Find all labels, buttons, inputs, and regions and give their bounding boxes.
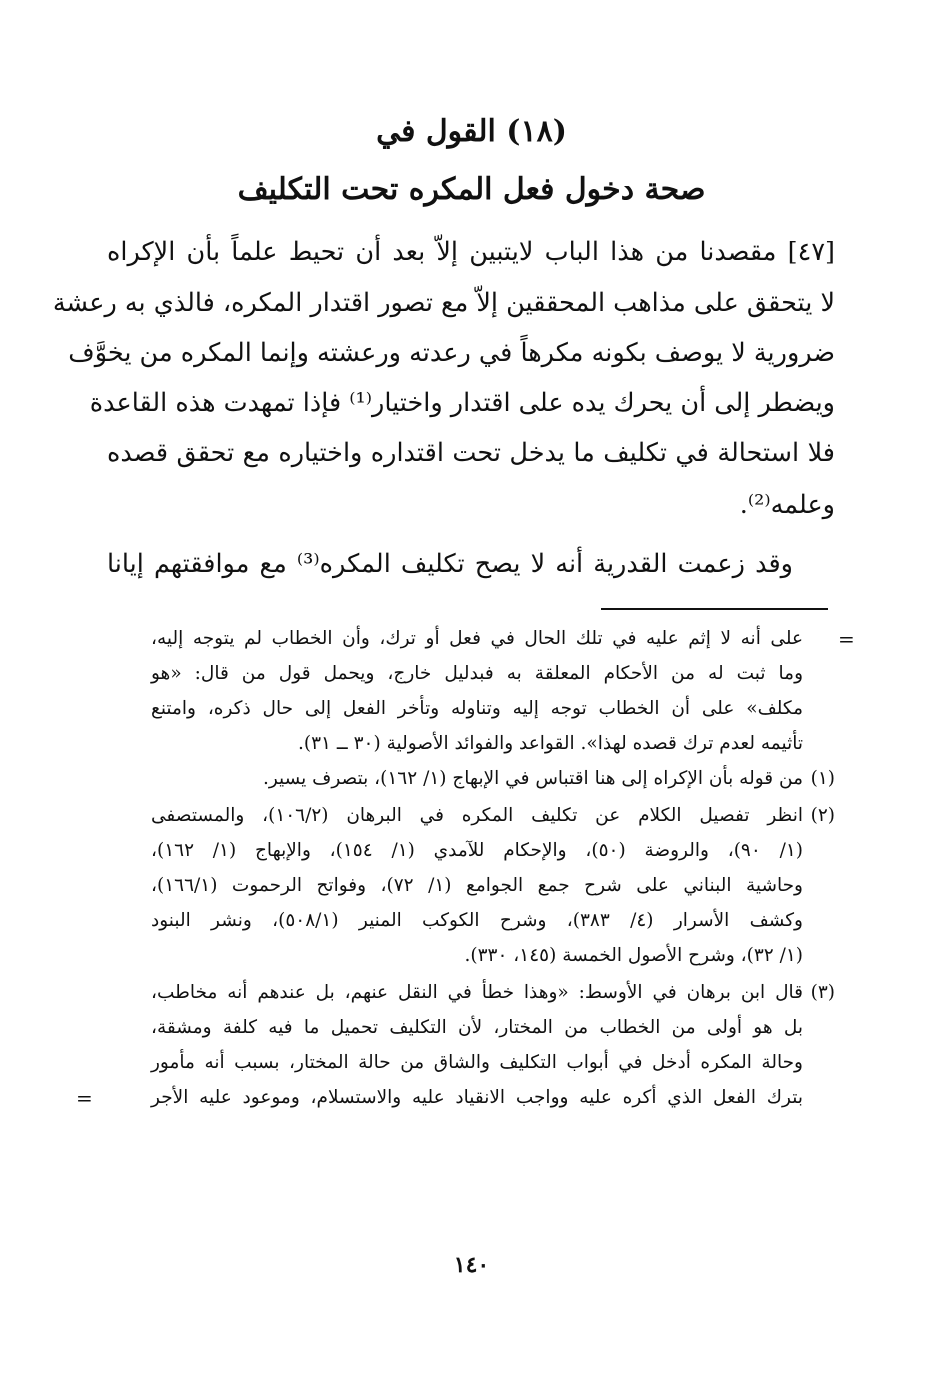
main-text-line: [٤٧] مقصدنا من هذا الباب لايتبين إلاّ بعد أن تحيط علماً بأن الإكراه (107, 237, 835, 267)
footnote-line: وكشف الأسرار (٤/ ٣٨٣)، وشرح الكوكب المنير (٥٠٨/١)، ونشر البنود (151, 910, 803, 931)
footnote-line: (١/ ٩٠)، والروضة (٥٠)، والإحكام للآمدي (١/ ١٥٤)، والإبهاج (١/ ١٦٢)، (151, 840, 803, 861)
footnote-line: مكلف» على أن الخطاب توجه إليه وتناوله وتأخر الفعل إلى حال ذكره، وامتنع (151, 698, 803, 719)
footnote-continuation-mark: = (838, 627, 855, 651)
footnote-line: من قوله بأن الإكراه إلى هنا اقتباس في الإبهاج (١/ ١٦٢)، بتصرف يسير. (262, 768, 803, 789)
footnote-line: تأثيمه لعدم ترك قصده لهذا». القواعد والفوائد الأصولية (٣٠ ــ ٣١). (298, 733, 803, 754)
footnote-number: (٢) (810, 805, 835, 826)
main-text-line: وعلمه⁽²⁾. (739, 490, 835, 520)
section-heading-number: (١٨) القول في (376, 114, 567, 149)
footnote-line: وحالة المكره أدخل في أبواب التكليف والشاق من حالة المختار، بسبب أنه مأمور (151, 1052, 803, 1073)
footnote-line: وما ثبت له من الأحكام المعلقة به فبدليل خارج، ويحمل قول من قال: «هو (151, 663, 803, 684)
footnote-line: قال ابن برهان في الأوسط: «وهذا خطأ في النقل عنهم، بل عندهم أنه مخاطب، (151, 982, 803, 1003)
footnote-line: وحاشية البناني على شرح جمع الجوامع (١/ ٧٢)، وفواتح الرحموت (١٦٦/١)، (151, 875, 803, 896)
main-text-line: وقد زعمت القدرية أنه لا يصح تكليف المكره⁽³⁾ مع موافقتهم إيانا (107, 549, 793, 579)
section-heading-title: صحة دخول فعل المكره تحت التكليف (237, 172, 706, 207)
main-text-line: فلا استحالة في تكليف ما يدخل تحت اقتداره واختياره مع تحقق قصده (107, 438, 835, 468)
footnote-continues-mark: = (76, 1086, 93, 1110)
main-text-line: لا يتحقق على مذاهب المحققين إلاّ مع تصور اقتدار المكره، فالذي به رعشة (52, 288, 835, 318)
page-number: ١٤٠ (453, 1252, 490, 1278)
footnote-line: انظر تفصيل الكلام عن تكليف المكره في البرهان (١٠٦/٢)، والمستصفى (151, 805, 803, 826)
footnote-number: (٣) (810, 982, 835, 1003)
main-text-line: ضرورية لا يوصف بكونه مكرهاً في رعدته ورعشته وإنما المكره من يخوَّف (68, 338, 835, 368)
main-text-line: ويضطر إلى أن يحرك يده على اقتدار واختيار⁽¹⁾ فإذا تمهدت هذه القاعدة (89, 388, 835, 418)
footnote-line: بترك الفعل الذي أكره عليه وواجب الانقياد عليه والاستسلام، وموعود عليه الأجر (151, 1087, 803, 1108)
footnote-separator (601, 608, 828, 610)
footnote-line: بل هو أولى من الخطاب من المختار، لأن التكليف تحميل ما فيه كلفة ومشقة، (151, 1017, 803, 1038)
footnote-line: (١/ ٣٢)، وشرح الأصول الخمسة (١٤٥، ٣٣٠). (464, 945, 803, 966)
footnote-line: على أنه لا إثم عليه في تلك الحال في فعل أو ترك، وأن الخطاب لم يتوجه إليه، (151, 628, 803, 649)
footnote-number: (١) (810, 768, 835, 789)
